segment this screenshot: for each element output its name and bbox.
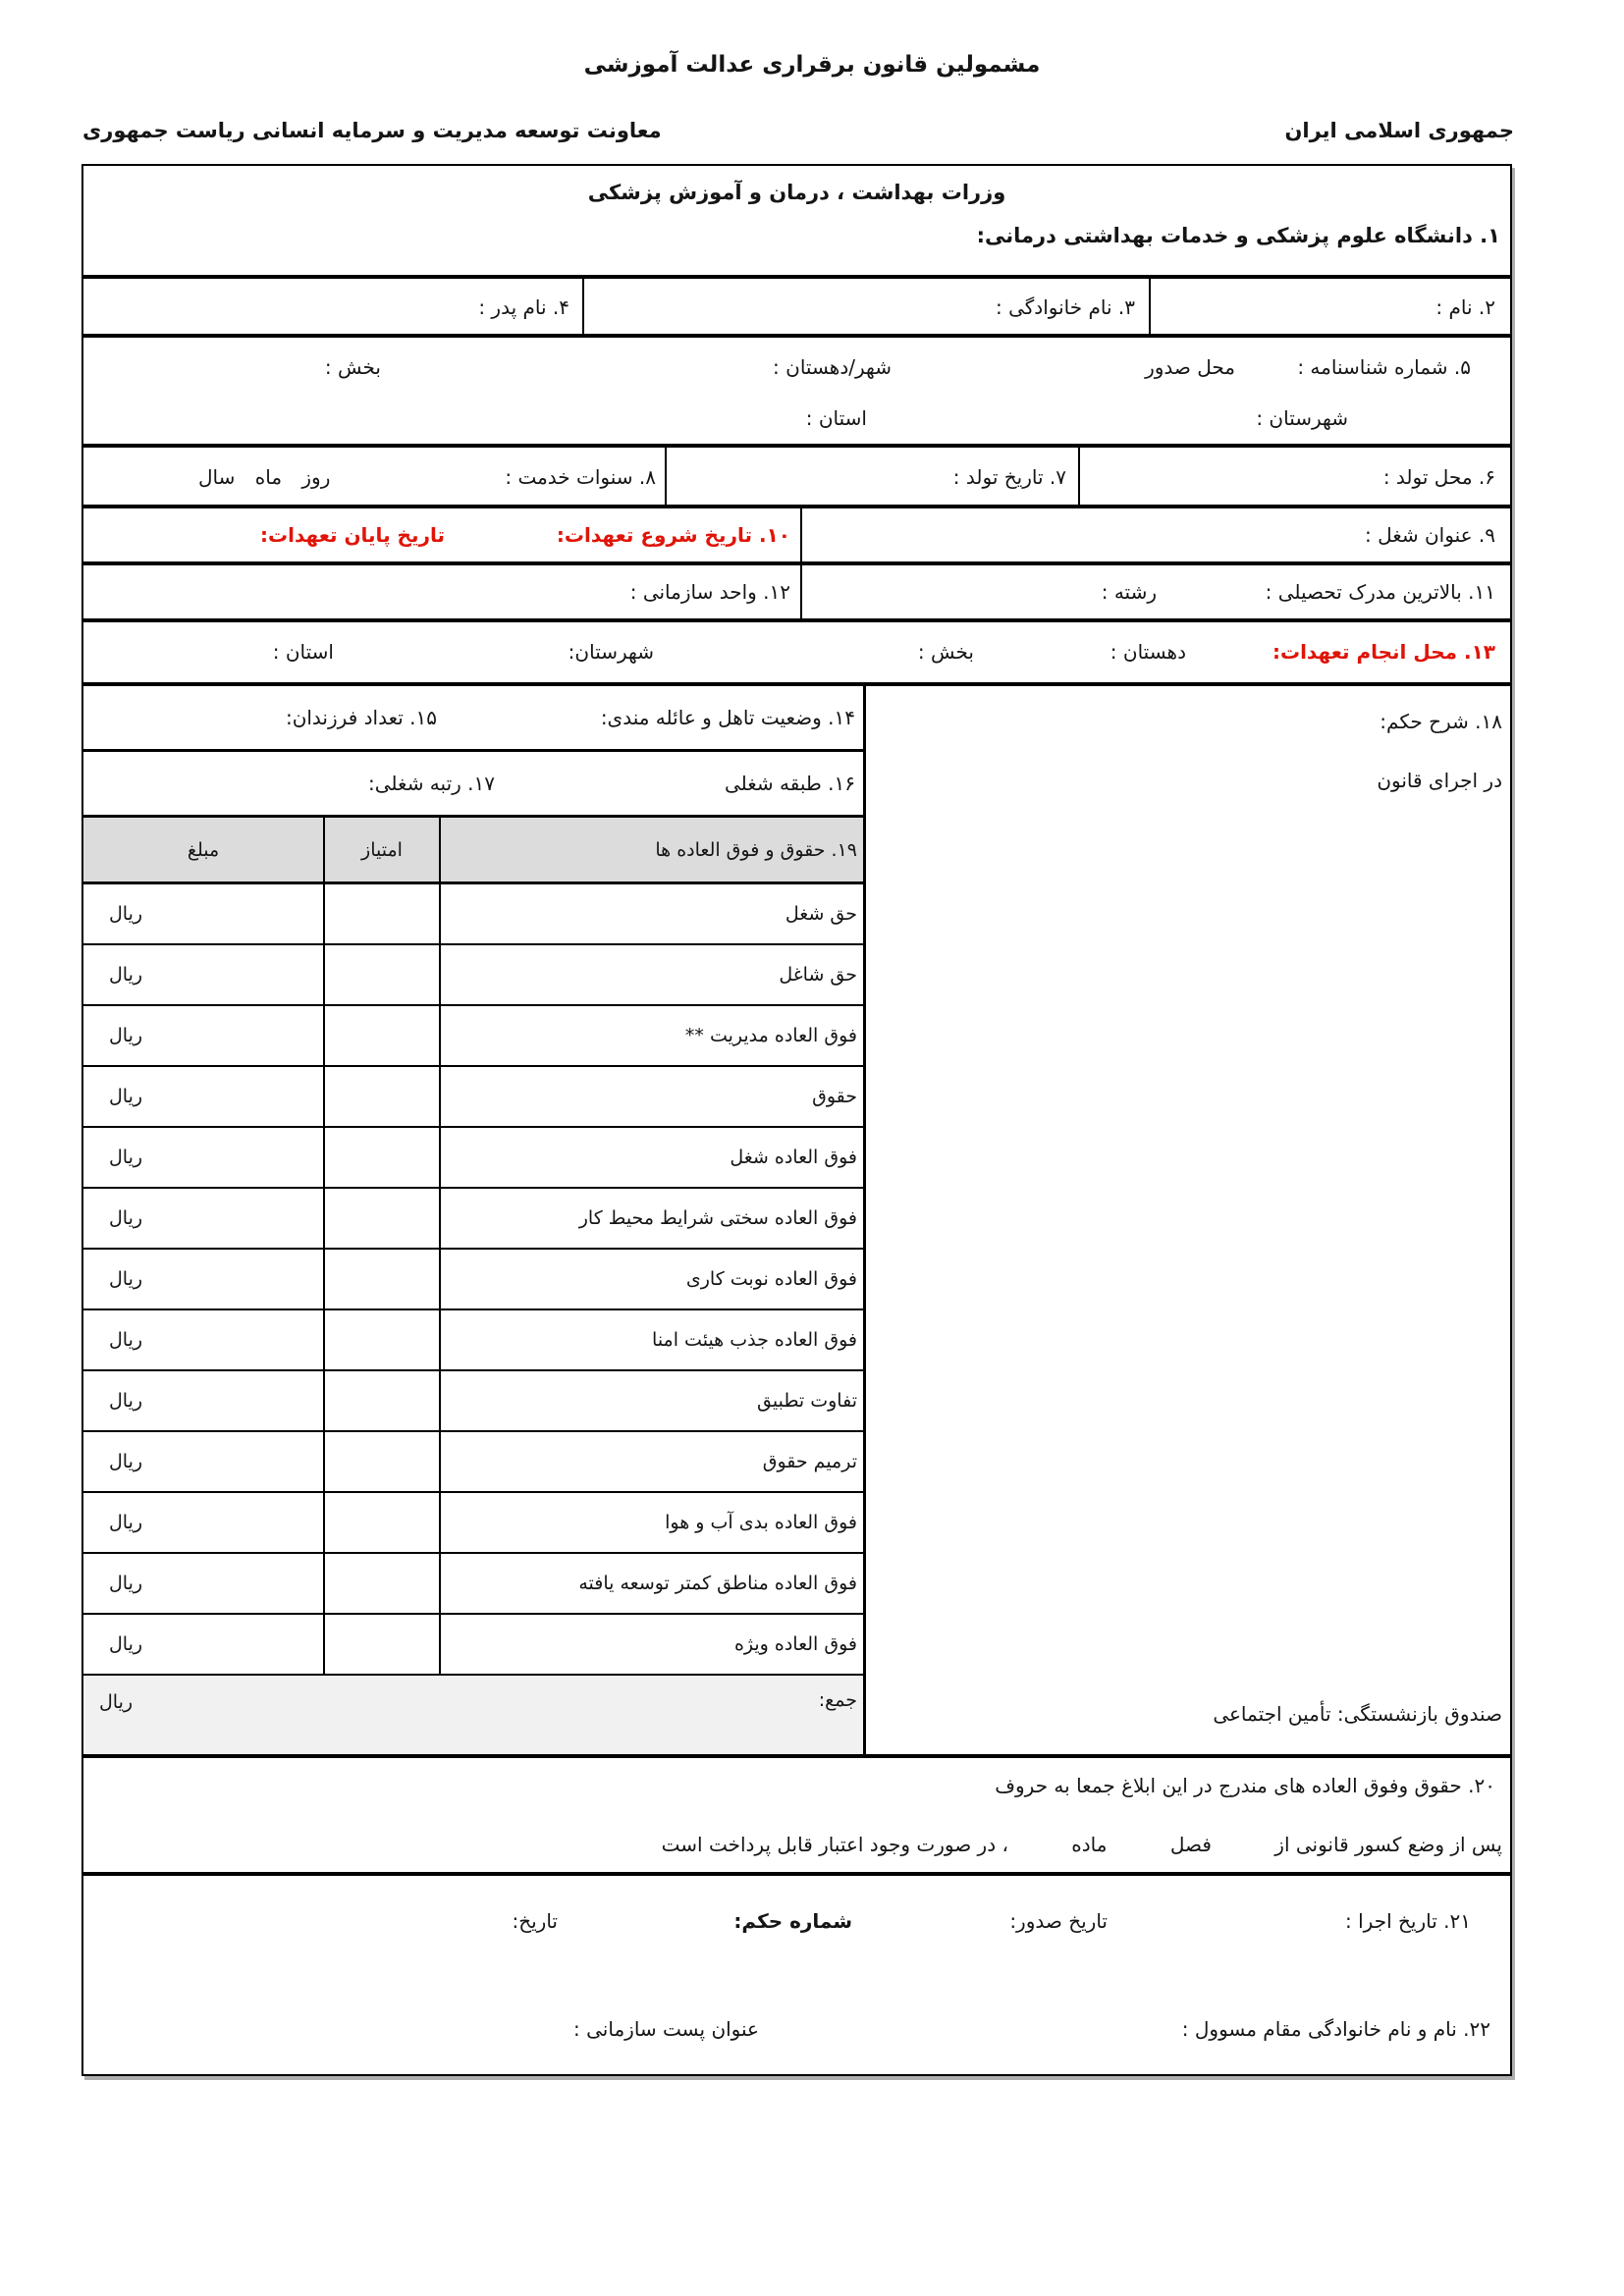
section-ministry [83,166,1510,275]
score-cell [323,1067,441,1126]
salary-item-label: حق شاغل [779,964,857,986]
village-label: دهستان : [1110,640,1186,664]
salary-item-cell [441,1371,863,1430]
salary-item-label: فوق العاده جذب هیئت امنا [652,1329,857,1351]
salary-item-label: حقوق [812,1086,857,1107]
service-years-label: ۸. سنوات خدمت : [505,465,656,489]
payable-part: ، در صورت وجود اعتبار قابل پرداخت است [661,1833,1008,1856]
salary-item-cell [441,1310,863,1369]
score-cell [323,1189,441,1248]
divider [582,279,584,334]
score-cell [323,1554,441,1613]
salary-item-cell [441,884,863,943]
score-header-label: امتیاز [361,838,403,861]
university-label: ۱. دانشگاه علوم پزشکی و خدمات بهداشتی درمانی: [976,224,1500,247]
currency-label: ریال [99,1691,134,1713]
salary-row [83,1432,863,1493]
salary-row [83,1371,863,1432]
salary-item-label: فوق العاده نوبت کاری [685,1268,857,1290]
salary-row [83,884,863,945]
deputy-title: معاونت توسعه مدیریت و سرمایه انسانی ریاست جمهوری [82,119,662,142]
salary-item-label: ترمیم حقوق [762,1451,857,1472]
section-id-card [83,334,1510,444]
pension-fund-label: صندوق بازنشستگی: تأمین اجتماعی [1213,1702,1502,1726]
amount-cell [83,1067,323,1126]
salary-item-label: فوق العاده سختی شرایط محیط کار [578,1207,857,1229]
government-title: جمهوری اسلامی ایران [1284,119,1514,142]
currency-label: ریال [109,1633,143,1655]
official-name-label: ۲۲. نام و نام خانوادگی مقام مسوول : [1181,2017,1490,2041]
father-field-label: ۴. نام پدر : [478,295,569,319]
decree-number-label: شماره حکم: [733,1909,852,1933]
county-label: شهرستان : [1256,406,1348,430]
currency-label: ریال [109,1512,143,1533]
post-title-label: عنوان پست سازمانی : [573,2017,759,2041]
salary-item-label: فوق العاده مناطق کمتر توسعه یافته [578,1573,857,1594]
section-names [83,275,1510,334]
currency-label: ریال [109,1207,143,1229]
district-label: بخش : [917,640,974,664]
salary-row [83,1006,863,1067]
score-cell [323,1128,441,1187]
score-cell [323,1615,441,1674]
salary-row [83,1554,863,1615]
salary-row [83,1310,863,1371]
amount-cell [83,1006,323,1065]
currency-label: ریال [109,903,143,925]
amount-cell [83,1310,323,1369]
total-label: جمع: [818,1689,857,1711]
amount-cell [83,1432,323,1491]
salary-item-label: حق شغل [785,903,857,925]
execution-date-label: ۲۱. تاریخ اجرا : [1345,1909,1471,1933]
amount-cell [83,1615,323,1674]
section-signature [83,1872,1510,2074]
amount-cell [83,1250,323,1308]
salary-table [83,818,863,1754]
salary-table-title: ۱۹. حقوق و فوق العاده ها [655,838,857,861]
salary-row [83,1615,863,1676]
salary-row [83,1067,863,1128]
issue-place-label: محل صدور [1145,355,1235,379]
birth-date-label: ۷. تاریخ تولد : [952,465,1066,489]
job-title-label: ۹. عنوان شغل : [1364,523,1495,547]
salary-item-label: فوق العاده شغل [730,1147,857,1168]
amount-header-cell [83,818,323,881]
amount-cell [83,1554,323,1613]
row-marital [83,686,863,752]
salary-row [83,1189,863,1250]
section-degree [83,561,1510,618]
currency-label: ریال [109,1025,143,1046]
name-field-label: ۲. نام : [1435,295,1495,319]
score-cell [323,945,441,1004]
score-cell [323,1250,441,1308]
deductions-line [662,1833,1502,1857]
score-cell [323,1493,441,1552]
section-split [83,682,1510,1754]
amount-cell [83,1493,323,1552]
divider [800,508,802,561]
province-label: استان : [805,406,867,430]
salary-item-cell [441,945,863,1004]
page-title: مشمولین قانون برقراری عدالت آموزشی [583,52,1041,78]
currency-label: ریال [109,1268,143,1290]
district-label: بخش : [324,355,381,379]
divider [665,448,667,505]
chapter-label: فصل [1169,1833,1212,1856]
divider [1149,279,1151,334]
title-header-cell [441,818,863,881]
deductions-part1: پس از وضع کسور قانونی از [1274,1833,1502,1856]
salary-row [83,1493,863,1554]
org-unit-label: ۱۲. واحد سازمانی : [629,580,790,604]
salary-item-label: تفاوت تطبیق [757,1390,857,1412]
children-count-label: ۱۵. تعداد فرزندان: [285,706,437,729]
salary-item-cell [441,1615,863,1674]
salary-item-cell [441,1493,863,1552]
currency-label: ریال [109,1573,143,1594]
commitment-end-label: تاریخ پایان تعهدات: [260,523,445,547]
salary-rows [83,884,863,1676]
currency-label: ریال [109,1329,143,1351]
currency-label: ریال [109,964,143,986]
day-month-year-label: روز ماه سال [198,465,331,489]
salary-item-cell [441,1006,863,1065]
decree-description-label: ۱۸. شرح حکم: [1380,710,1502,733]
job-class-label: ۱۶. طبقه شغلی [724,772,855,795]
major-label: رشته : [1101,580,1157,604]
score-cell [323,1371,441,1430]
salary-table-header [83,818,863,884]
amount-cell [83,884,323,943]
score-header-cell [323,818,441,881]
county-label: شهرستان: [568,640,654,664]
salary-item-label: فوق العاده بدی آب و هوا [665,1512,857,1533]
marital-status-label: ۱۴. وضعیت تاهل و عائله مندی: [600,706,855,729]
divider [800,565,802,618]
currency-label: ریال [109,1451,143,1472]
salary-item-cell [441,1554,863,1613]
amount-cell [83,1128,323,1187]
section-commitment-location [83,618,1510,682]
section-total-words [83,1754,1510,1872]
currency-label: ریال [109,1147,143,1168]
amount-cell [83,1189,323,1248]
ministry-header: وزرات بهداشت ، درمان و آموزش پزشکی [587,181,1006,204]
salary-row [83,1250,863,1310]
degree-label: ۱۱. بالاترین مدرک تحصیلی : [1265,580,1495,604]
id-number-label: ۵. شماره شناسنامه : [1297,355,1471,379]
law-execution-label: در اجرای قانون [1377,769,1502,792]
amount-cell [83,1371,323,1430]
amount-header-label: مبلغ [187,838,220,861]
currency-label: ریال [109,1086,143,1107]
salary-total-row [83,1676,863,1758]
date-label: تاریخ: [512,1909,558,1933]
province-label: استان : [272,640,334,664]
city-village-label: شهر/دهستان : [773,355,892,379]
commitment-start-label: ۱۰. تاریخ شروع تعهدات: [556,523,790,547]
salary-item-label: فوق العاده ویژه [733,1633,857,1655]
commitment-location-label: ۱۳. محل انجام تعهدات: [1272,640,1495,664]
amount-cell [83,945,323,1004]
salary-item-label: فوق العاده مدیریت ** [684,1025,857,1046]
score-cell [323,884,441,943]
divider [1078,448,1080,505]
decree-form [81,164,1512,2076]
job-rank-label: ۱۷. رتبه شغلی: [368,772,495,795]
article-label: ماده [1071,1833,1108,1856]
currency-label: ریال [109,1390,143,1412]
score-cell [323,1432,441,1491]
left-column [83,686,863,1754]
salary-item-cell [441,1189,863,1248]
salary-item-cell [441,1128,863,1187]
salary-item-cell [441,1067,863,1126]
section-job [83,505,1510,561]
salary-item-cell [441,1250,863,1308]
score-cell [323,1310,441,1369]
family-field-label: ۳. نام خانوادگی : [996,295,1135,319]
issue-date-label: تاریخ صدور: [1009,1909,1108,1933]
decree-description-cell [863,686,1510,1754]
salary-item-cell [441,1432,863,1491]
salary-row [83,945,863,1006]
birth-place-label: ۶. محل تولد : [1382,465,1495,489]
section-birth [83,444,1510,505]
score-cell [323,1006,441,1065]
total-words-label: ۲۰. حقوق وفوق العاده های مندرج در این ابلاغ جمعا به حروف [995,1774,1495,1797]
salary-row [83,1128,863,1189]
row-job-class [83,752,863,818]
